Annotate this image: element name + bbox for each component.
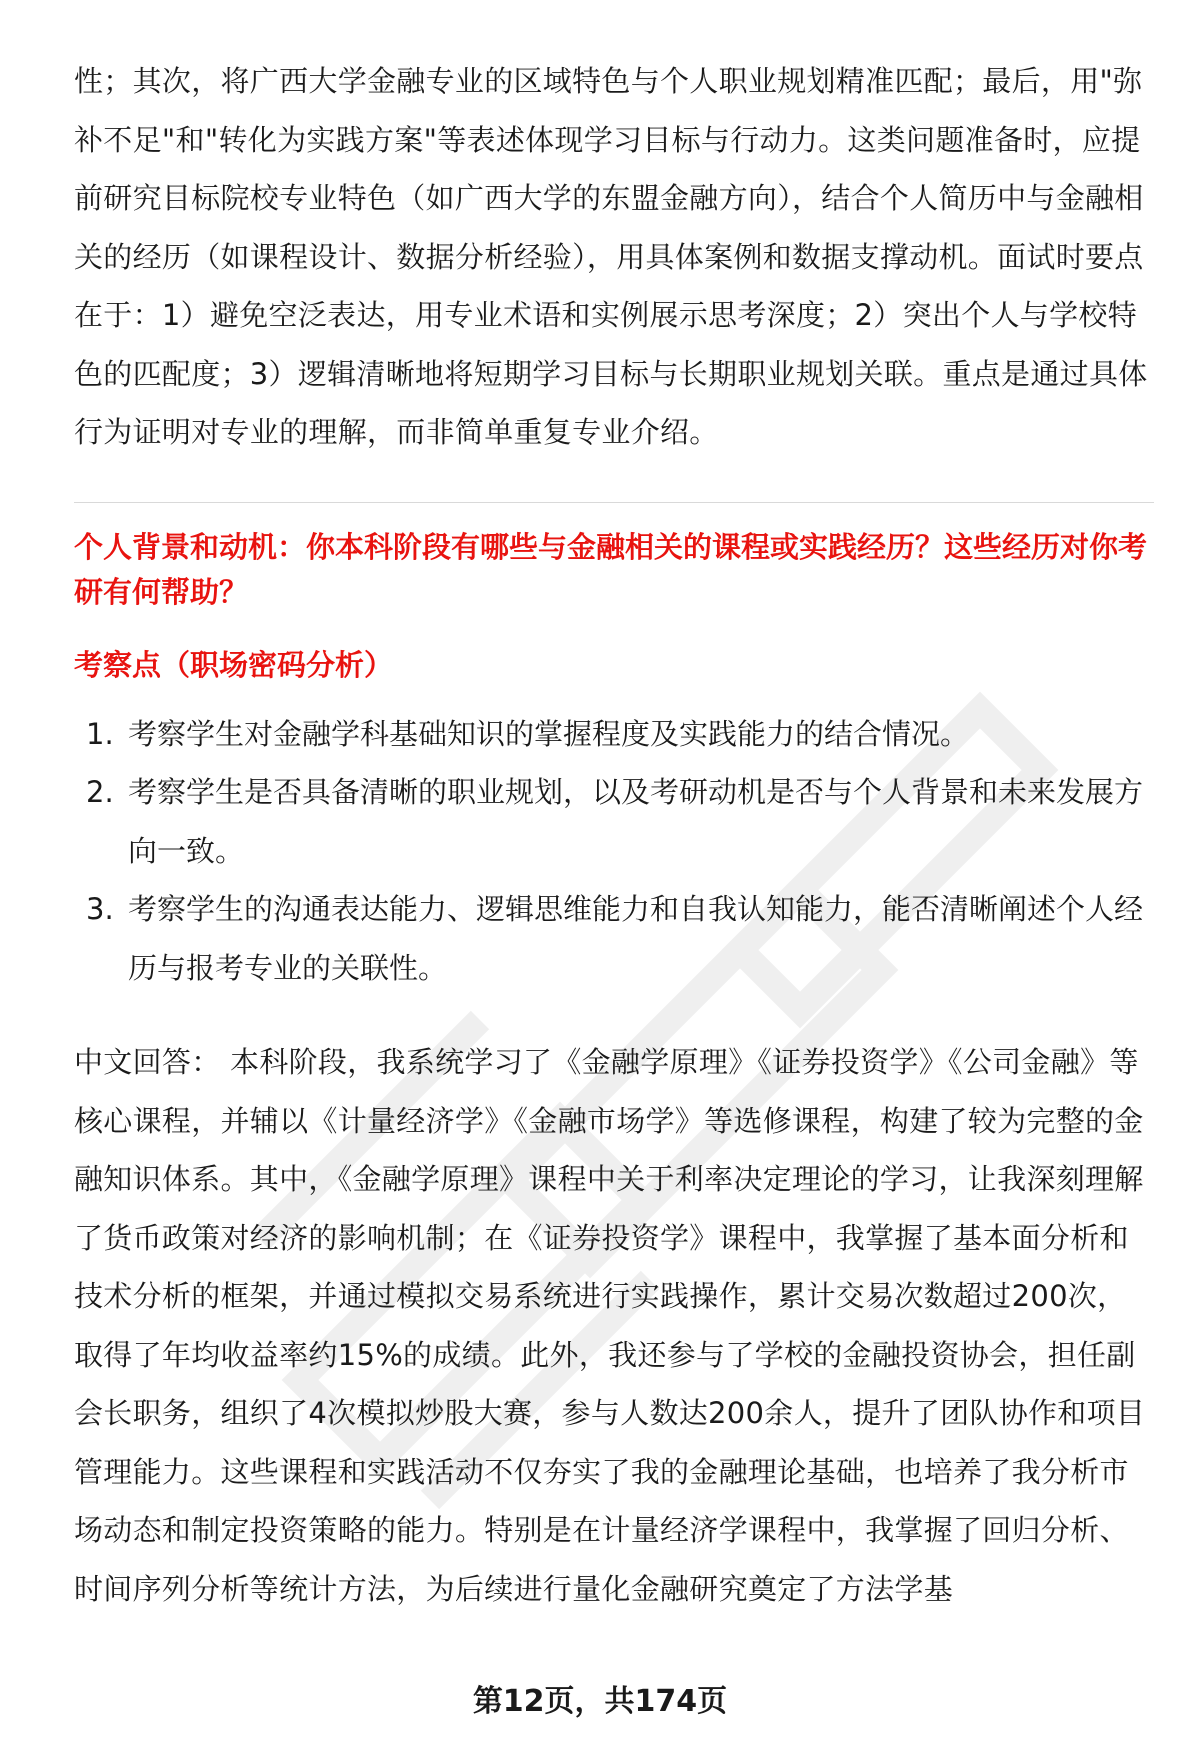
assessment-points-list (74, 705, 1154, 998)
list-item-number: 3. (86, 892, 114, 926)
list-item (74, 705, 1154, 764)
answer-paragraph: 中文回答： 本科阶段，我系统学习了《金融学原理》《证券投资学》《公司金融》等核心课程，并辅以《计量经济学》《金融市场学》等选修课程，构建了较为完整的金融知识体系。其中，《金融学原理》课程中关于利率决定理论的学习，让我深刻理解了货币政策对经济的影响机制；在《证券投资学》课程中，我掌握了基本面分析和技术分析的框架，并通过模拟交易系统进行实践操作，累计交易次数超过200次，取得了年均收益率约15%的成绩。此外，我还参与了学校的金融投资协会，担任副会长职务，组织了4次模拟炒股大赛，参与人数达200余人，提升了团队协作和项目管理能力。这些课程和实践活动不仅夯实了我的金融理论基础，也培养了我分析市场动态和制定投资策略的能力。特别是在计量经济学课程中，我掌握了回归分析、时间序列分析等统计方法，为后续进行量化金融研究奠定了方法学基 (74, 1045, 1146, 1606)
assessment-points-heading: 考察点（职场密码分析） (74, 647, 394, 682)
list-item-text: 考察学生对金融学科基础知识的掌握程度及实践能力的结合情况。 (128, 716, 970, 751)
question-heading: 个人背景和动机：你本科阶段有哪些与金融相关的课程或实践经历？这些经历对你考研有何帮助？ (74, 529, 1148, 609)
list-item (74, 763, 1154, 880)
list-item-number: 1. (86, 716, 114, 751)
list-item (74, 880, 1154, 997)
list-item-text: 考察学生的沟通表达能力、逻辑思维能力和自我认知能力，能否清晰阐述个人经历与报考专业的关联性。 (128, 892, 1144, 985)
intro-paragraph: 性；其次，将广西大学金融专业的区域特色与个人职业规划精准匹配；最后，用"弥补不足"和"转化为实践方案"等表述体现学习目标与行动力。这类问题准备时，应提前研究目标院校专业特色（如广西大学的东盟金融方向），结合个人简历中与金融相关的经历（如课程设计、数据分析经验），用具体案例和数据支撑动机。面试时要点在于：1）避免空泛表达，用专业术语和实例展示思考深度；2）突出个人与学校特色的匹配度；3）逻辑清晰地将短期学习目标与长期职业规划关联。重点是通过具体行为证明对专业的理解，而非简单重复专业介绍。 (74, 64, 1148, 449)
list-item-number: 2. (86, 775, 114, 809)
list-item-text: 考察学生是否具备清晰的职业规划，以及考研动机是否与个人背景和未来发展方向一致。 (128, 775, 1144, 868)
document-body (74, 52, 1154, 1618)
page-number-footer: 第12页，共174页 (472, 1684, 728, 1719)
section-divider (74, 502, 1154, 503)
